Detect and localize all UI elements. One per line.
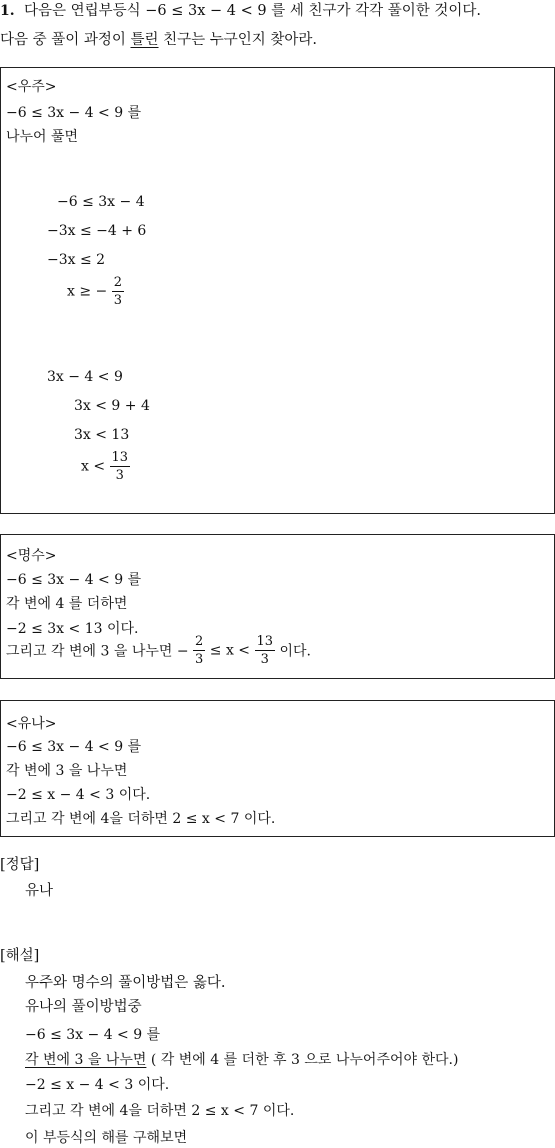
myungsu-fraction-2 xyxy=(255,634,276,667)
fraction-denominator: 3 xyxy=(195,652,204,667)
fraction-numerator: 2 xyxy=(113,275,122,290)
myungsu-solution-box xyxy=(0,534,555,679)
woojoo-step-a2: −3x ≤ −4 + 6 xyxy=(47,223,147,239)
explanation-line-5: −2 ≤ x − 4 < 3 이다. xyxy=(25,1077,170,1093)
myungsu-line-1: −6 ≤ 3x − 4 < 9 를 xyxy=(6,572,142,588)
woojoo-step-a4-fraction xyxy=(112,275,124,308)
explanation-label: [해설] xyxy=(0,948,40,964)
yuna-header: <유나> xyxy=(6,716,57,732)
myungsu-fraction-1 xyxy=(193,634,205,667)
myungsu-line-3: −2 ≤ 3x < 13 이다. xyxy=(6,621,139,637)
yuna-line-2: 각 변에 3 을 나누면 xyxy=(6,763,128,779)
explanation-line-1: 우주와 명수의 풀이방법은 옳다. xyxy=(25,975,226,991)
woojoo-step-b4 xyxy=(81,450,130,483)
woojoo-step-b3: 3x < 13 xyxy=(74,427,130,443)
fraction-denominator: 3 xyxy=(255,650,276,667)
woojoo-solution-box xyxy=(0,67,555,514)
explanation-line-4 xyxy=(25,1053,458,1067)
explanation-line-3: −6 ≤ 3x − 4 < 9 를 xyxy=(25,1027,161,1043)
problem-line-2-after: 친구는 누구인지 찾아라. xyxy=(163,32,318,48)
myungsu-line-4-suffix: 이다. xyxy=(279,643,311,660)
yuna-line-4: 그리고 각 변에 4을 더하면 2 ≤ x < 7 이다. xyxy=(6,811,276,827)
yuna-solution-box xyxy=(0,700,555,837)
explanation-line-7: 이 부등식의 해를 구해보면 xyxy=(25,1130,188,1146)
fraction-numerator: 13 xyxy=(111,450,129,465)
explanation-correction: ( 각 변에 4 를 더한 후 3 으로 나누어주어야 한다.) xyxy=(150,1052,459,1068)
woojoo-line-1: −6 ≤ 3x − 4 < 9 를 xyxy=(6,105,142,121)
woojoo-step-a4 xyxy=(67,275,124,308)
answer-label: [정답] xyxy=(0,857,40,873)
myungsu-line-2: 각 변에 4 를 더하면 xyxy=(6,596,128,612)
yuna-line-1: −6 ≤ 3x − 4 < 9 를 xyxy=(6,739,142,755)
woojoo-step-a3: −3x ≤ 2 xyxy=(47,252,106,268)
problem-number: 1. xyxy=(0,3,15,19)
problem-line-2-before: 다음 중 풀이 과정이 xyxy=(0,32,126,48)
problem-keyword-wrong: 틀린 xyxy=(130,32,159,48)
woojoo-step-b1: 3x − 4 < 9 xyxy=(47,369,123,385)
fraction-denominator: 3 xyxy=(113,293,122,308)
fraction-numerator: 13 xyxy=(256,634,274,649)
myungsu-line-4-mid: ≤ x < xyxy=(209,642,251,659)
myungsu-line-4 xyxy=(6,634,311,667)
woojoo-step-b4-fraction xyxy=(110,450,131,483)
myungsu-line-4-prefix: 그리고 각 변에 3 을 나누면 − xyxy=(6,643,189,660)
explanation-wrong-step: 각 변에 3 을 나누면 xyxy=(25,1052,147,1068)
myungsu-header: <명수> xyxy=(6,548,57,564)
fraction-numerator: 2 xyxy=(195,634,204,649)
woojoo-step-a1: −6 ≤ 3x − 4 xyxy=(57,194,145,210)
yuna-line-3: −2 ≤ x − 4 < 3 이다. xyxy=(6,787,151,803)
problem-line-2 xyxy=(0,33,317,48)
answer-value: 유나 xyxy=(25,883,54,899)
woojoo-line-2: 나누어 풀면 xyxy=(6,129,79,145)
explanation-line-2: 유나의 풀이방법중 xyxy=(25,999,142,1015)
problem-line-1: 다음은 연립부등식 −6 ≤ 3x − 4 < 9 를 세 친구가 각각 풀이한 것이다. xyxy=(24,3,481,19)
woojoo-header: <우주> xyxy=(6,79,57,95)
woojoo-step-a4-prefix: x ≥ − xyxy=(67,283,108,300)
explanation-line-6: 그리고 각 변에 4을 더하면 2 ≤ x < 7 이다. xyxy=(25,1103,295,1119)
woojoo-step-b2: 3x < 9 + 4 xyxy=(74,398,150,414)
fraction-denominator: 3 xyxy=(110,466,131,483)
woojoo-step-b4-prefix: x < xyxy=(81,458,106,475)
